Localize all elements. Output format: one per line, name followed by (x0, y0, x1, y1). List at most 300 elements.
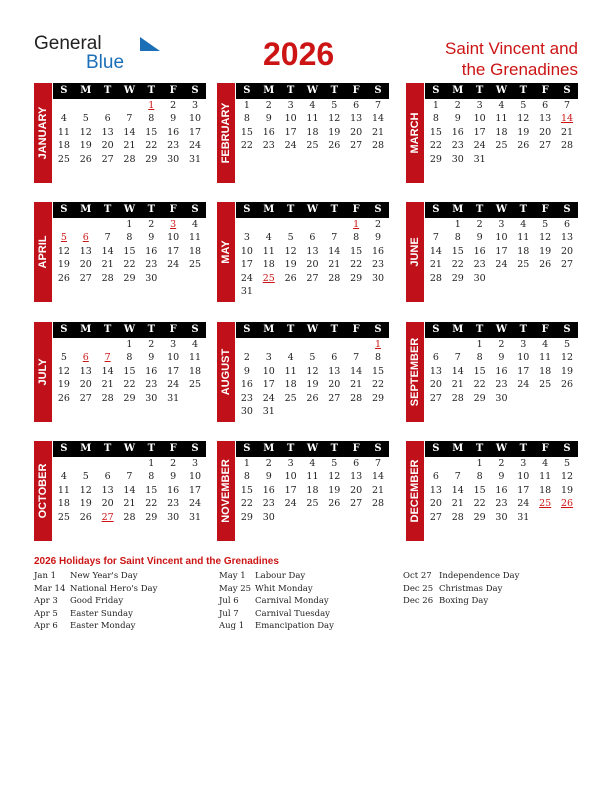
day-cell: 18 (306, 484, 319, 496)
empty-day-cell (556, 392, 578, 405)
week-row (425, 378, 578, 391)
empty-day-cell (97, 457, 119, 470)
day-cell: 27 (429, 511, 442, 523)
holiday-name: Emancipation Day (255, 621, 334, 631)
day-cell: 16 (145, 245, 158, 257)
month-name: DECEMBER (409, 459, 421, 523)
empty-day-cell (184, 272, 206, 285)
week-row (236, 99, 389, 112)
day-cell: 13 (560, 232, 574, 244)
day-cell: 9 (374, 232, 381, 244)
day-cell: 26 (79, 153, 92, 165)
day-cell: 24 (188, 498, 202, 510)
day-cell: 28 (123, 153, 136, 165)
day-cell: 27 (539, 140, 552, 152)
day-cell: 30 (451, 153, 464, 165)
empty-day-cell (534, 392, 556, 405)
day-cell: 22 (240, 140, 253, 152)
week-row (425, 153, 578, 166)
day-cell: 21 (123, 498, 136, 510)
day-cell: 13 (306, 245, 319, 257)
day-cell: 16 (240, 379, 253, 391)
empty-day-cell (556, 511, 578, 524)
holiday-name: National Hero's Day (70, 583, 158, 594)
empty-day-cell (280, 218, 302, 231)
day-cell: 2 (243, 352, 250, 364)
day-cell: 5 (563, 458, 570, 469)
month-september (406, 322, 578, 422)
day-cell: 27 (306, 272, 319, 284)
day-cell: 30 (240, 405, 253, 417)
day-cell: 1 (148, 458, 155, 469)
day-cell: 10 (284, 471, 297, 483)
day-cell: 31 (188, 153, 202, 165)
day-cell: 17 (240, 259, 253, 271)
week-row (53, 218, 206, 231)
day-cell: 7 (432, 232, 439, 244)
day-cell: 20 (350, 126, 363, 138)
holiday-date: Aug 1 (219, 621, 245, 631)
weekday-label: F (541, 204, 549, 215)
holiday-date: Apr 3 (34, 596, 58, 606)
week-row (236, 258, 389, 271)
empty-day-cell (323, 218, 345, 231)
weekday-label: T (147, 85, 156, 96)
day-cell: 15 (371, 365, 385, 377)
day-cell: 9 (170, 113, 177, 125)
weekday-label: S (60, 443, 68, 454)
day-cell: 24 (262, 392, 275, 404)
weekday-label: F (169, 85, 177, 96)
empty-day-cell (280, 285, 302, 298)
day-cell: 5 (82, 471, 89, 483)
day-cell: 11 (539, 352, 552, 364)
day-cell: 1 (476, 339, 483, 350)
empty-day-cell (534, 153, 556, 166)
empty-day-cell (302, 285, 324, 298)
day-cell: 16 (262, 126, 275, 138)
logo (34, 34, 124, 72)
weekday-label: S (243, 85, 251, 96)
day-cell: 7 (454, 352, 461, 364)
month-days-grid (53, 202, 206, 285)
holiday-name: Carnival Monday (255, 596, 329, 606)
day-cell: 6 (563, 219, 570, 230)
month-name: AUGUST (220, 348, 232, 396)
day-cell: 26 (560, 379, 574, 391)
day-cell: 3 (287, 458, 294, 469)
day-cell: 7 (331, 232, 338, 244)
day-cell: 10 (167, 352, 180, 364)
day-cell: 20 (539, 126, 552, 138)
day-cell: 11 (306, 471, 319, 483)
week-row (236, 484, 389, 497)
day-cell: 13 (539, 113, 552, 125)
holiday-day-cell: 25 (539, 498, 552, 510)
day-cell: 4 (542, 339, 549, 350)
day-cell: 14 (371, 471, 385, 483)
day-cell: 17 (188, 484, 202, 496)
week-row (425, 392, 578, 405)
day-cell: 26 (79, 511, 92, 523)
holiday-name: Easter Monday (70, 621, 136, 631)
empty-day-cell (97, 218, 119, 231)
day-cell: 8 (374, 352, 381, 364)
day-cell: 5 (563, 339, 570, 350)
day-cell: 8 (243, 113, 250, 125)
day-cell: 29 (145, 153, 158, 165)
logo-text-blue: Blue (86, 52, 125, 73)
weekday-header (425, 83, 578, 99)
month-days-grid (425, 202, 578, 285)
week-row (425, 245, 578, 258)
day-cell: 21 (371, 484, 385, 496)
holiday-day-cell: 14 (560, 113, 574, 125)
empty-day-cell (323, 511, 345, 524)
week-row (236, 392, 389, 405)
day-cell: 29 (473, 511, 486, 523)
day-cell: 8 (148, 471, 155, 483)
weekday-header (53, 202, 206, 218)
week-row (236, 218, 389, 231)
day-cell: 5 (520, 100, 527, 111)
holiday-day-cell: 25 (262, 272, 275, 284)
week-row (53, 139, 206, 152)
day-cell: 2 (170, 100, 177, 111)
day-cell: 17 (188, 126, 202, 138)
weekday-label: T (519, 443, 528, 454)
day-cell: 31 (240, 285, 253, 297)
month-april (34, 202, 206, 302)
day-cell: 2 (265, 100, 272, 111)
week-row (236, 457, 389, 470)
month-july (34, 322, 206, 422)
month-days-grid (425, 83, 578, 166)
day-cell: 15 (350, 245, 363, 257)
day-cell: 25 (57, 511, 70, 523)
weekday-label: M (452, 324, 464, 335)
weekday-header (425, 322, 578, 338)
weekday-label: S (191, 85, 199, 96)
day-cell: 4 (287, 352, 294, 364)
day-cell: 12 (517, 113, 530, 125)
day-cell: 12 (79, 126, 92, 138)
empty-day-cell (184, 392, 206, 405)
day-cell: 16 (167, 484, 180, 496)
weekday-label: M (263, 443, 275, 454)
empty-day-cell (119, 99, 141, 112)
day-cell: 27 (79, 272, 92, 284)
day-cell: 17 (167, 245, 180, 257)
holiday-date: Apr 5 (34, 608, 58, 619)
weekday-label: F (169, 204, 177, 215)
day-cell: 16 (371, 245, 385, 257)
day-cell: 29 (451, 272, 464, 284)
week-row (53, 484, 206, 497)
week-row (425, 272, 578, 285)
day-cell: 14 (451, 484, 464, 496)
day-cell: 21 (101, 259, 114, 271)
day-cell: 4 (542, 458, 549, 469)
month-days-grid (236, 322, 389, 418)
holiday-date: Jan 1 (34, 571, 57, 581)
weekday-label: T (147, 204, 156, 215)
weekday-label: W (123, 324, 136, 335)
day-cell: 26 (328, 498, 341, 510)
holiday-row (219, 620, 334, 633)
weekday-label: F (541, 443, 549, 454)
day-cell: 21 (123, 140, 136, 152)
day-cell: 25 (517, 259, 530, 271)
weekday-label: M (80, 443, 92, 454)
weekday-label: T (286, 85, 295, 96)
month-june (406, 202, 578, 302)
weekday-label: M (452, 204, 464, 215)
empty-day-cell (302, 218, 324, 231)
weekday-label: S (60, 324, 68, 335)
month-name: MARCH (409, 112, 421, 154)
day-cell: 9 (498, 471, 505, 483)
country-line-2: the Grenadines (461, 60, 578, 79)
holidays-title: 2026 Holidays for Saint Vincent and the Grenadines (34, 556, 279, 567)
day-cell: 26 (57, 392, 70, 404)
day-cell: 1 (454, 219, 461, 230)
holiday-day-cell: 5 (60, 232, 67, 244)
day-cell: 29 (350, 272, 363, 284)
day-cell: 10 (517, 471, 530, 483)
weekday-label: S (432, 443, 440, 454)
weekday-label: T (475, 204, 484, 215)
week-row (53, 258, 206, 271)
day-cell: 9 (265, 471, 272, 483)
weekday-label: F (169, 324, 177, 335)
day-cell: 25 (306, 498, 319, 510)
day-cell: 19 (560, 484, 574, 496)
weekday-label: W (123, 204, 136, 215)
day-cell: 29 (429, 153, 442, 165)
holiday-row (34, 583, 157, 596)
day-cell: 31 (167, 392, 180, 404)
day-cell: 14 (101, 245, 114, 257)
month-name: MAY (220, 240, 232, 264)
month-label (217, 441, 235, 541)
day-cell: 11 (188, 352, 202, 364)
holiday-name: Carnival Tuesday (255, 608, 330, 619)
day-cell: 23 (371, 259, 385, 271)
holiday-date: Apr 6 (34, 621, 58, 631)
empty-day-cell (367, 405, 389, 418)
day-cell: 31 (188, 511, 202, 523)
day-cell: 26 (284, 272, 297, 284)
week-row (425, 218, 578, 231)
day-cell: 29 (240, 511, 253, 523)
week-row (236, 272, 389, 285)
weekday-label: S (563, 443, 571, 454)
week-row (425, 511, 578, 524)
day-cell: 10 (262, 365, 275, 377)
day-cell: 20 (429, 498, 442, 510)
weekday-label: T (330, 85, 339, 96)
weekday-label: S (60, 204, 68, 215)
day-cell: 20 (350, 484, 363, 496)
holiday-date: Dec 26 (403, 596, 434, 606)
weekday-header (53, 83, 206, 99)
holiday-day-cell: 26 (560, 498, 574, 510)
holiday-row (403, 583, 519, 596)
day-cell: 12 (328, 471, 341, 483)
day-cell: 15 (473, 484, 486, 496)
day-cell: 21 (451, 498, 464, 510)
empty-day-cell (53, 338, 75, 351)
day-cell: 11 (262, 245, 275, 257)
day-cell: 14 (328, 245, 341, 257)
weekday-label: W (495, 85, 508, 96)
day-cell: 14 (123, 484, 136, 496)
month-label (34, 83, 52, 183)
day-cell: 9 (170, 471, 177, 483)
day-cell: 21 (350, 379, 363, 391)
empty-day-cell (280, 405, 302, 418)
month-name: JULY (37, 358, 49, 386)
week-row (53, 245, 206, 258)
day-cell: 8 (126, 352, 133, 364)
day-cell: 7 (454, 471, 461, 483)
day-cell: 4 (309, 100, 316, 111)
weekday-label: S (374, 204, 382, 215)
day-cell: 9 (498, 352, 505, 364)
day-cell: 19 (284, 259, 297, 271)
country-line-1: Saint Vincent and (445, 39, 578, 58)
day-cell: 7 (353, 352, 360, 364)
day-cell: 4 (60, 471, 67, 483)
day-cell: 8 (454, 232, 461, 244)
day-cell: 29 (473, 392, 486, 404)
day-cell: 23 (167, 140, 180, 152)
day-cell: 2 (498, 458, 505, 469)
empty-day-cell (425, 457, 447, 470)
week-row (236, 139, 389, 152)
day-cell: 7 (563, 100, 570, 111)
day-cell: 18 (188, 245, 202, 257)
day-cell: 25 (306, 140, 319, 152)
day-cell: 30 (167, 511, 180, 523)
day-cell: 6 (331, 352, 338, 364)
week-row (53, 365, 206, 378)
day-cell: 3 (520, 458, 527, 469)
day-cell: 21 (560, 126, 574, 138)
day-cell: 13 (350, 113, 363, 125)
day-cell: 24 (517, 498, 530, 510)
day-cell: 15 (473, 365, 486, 377)
day-cell: 19 (539, 245, 552, 257)
empty-day-cell (534, 272, 556, 285)
day-cell: 29 (123, 272, 136, 284)
day-cell: 24 (188, 140, 202, 152)
weekday-label: W (306, 324, 319, 335)
day-cell: 2 (476, 219, 483, 230)
empty-day-cell (534, 511, 556, 524)
logo-text-general: General (34, 33, 102, 54)
week-row (53, 112, 206, 125)
holiday-day-cell: 6 (82, 352, 89, 364)
day-cell: 5 (331, 100, 338, 111)
week-row (236, 365, 389, 378)
day-cell: 27 (79, 392, 92, 404)
day-cell: 16 (473, 245, 486, 257)
week-row (53, 99, 206, 112)
day-cell: 14 (451, 365, 464, 377)
weekday-header (53, 322, 206, 338)
holiday-name: Christmas Day (439, 583, 503, 594)
day-cell: 12 (57, 245, 70, 257)
weekday-label: T (519, 324, 528, 335)
day-cell: 16 (145, 365, 158, 377)
week-row (53, 511, 206, 524)
day-cell: 18 (188, 365, 202, 377)
weekday-label: S (563, 324, 571, 335)
day-cell: 15 (145, 484, 158, 496)
day-cell: 16 (451, 126, 464, 138)
holidays-column (219, 570, 334, 633)
day-cell: 23 (262, 498, 275, 510)
holiday-row (34, 595, 157, 608)
month-december (406, 441, 578, 541)
holiday-row (403, 595, 519, 608)
day-cell: 2 (148, 339, 155, 350)
day-cell: 17 (284, 484, 297, 496)
weekday-label: T (286, 324, 295, 335)
day-cell: 24 (284, 140, 297, 152)
day-cell: 17 (262, 379, 275, 391)
day-cell: 3 (287, 100, 294, 111)
weekday-label: T (286, 443, 295, 454)
week-row (53, 272, 206, 285)
day-cell: 22 (145, 498, 158, 510)
empty-day-cell (302, 338, 324, 351)
empty-day-cell (345, 511, 367, 524)
month-days-grid (236, 202, 389, 298)
day-cell: 2 (454, 100, 461, 111)
weekday-label: F (541, 324, 549, 335)
holiday-row (219, 570, 334, 583)
day-cell: 10 (240, 245, 253, 257)
holiday-row (34, 620, 157, 633)
week-row (425, 258, 578, 271)
weekday-label: M (263, 204, 275, 215)
holiday-day-cell: 1 (353, 219, 360, 230)
week-row (236, 511, 389, 524)
day-cell: 20 (560, 245, 574, 257)
day-cell: 23 (495, 379, 508, 391)
week-row (236, 285, 389, 298)
empty-day-cell (302, 405, 324, 418)
day-cell: 23 (167, 498, 180, 510)
weekday-label: T (475, 443, 484, 454)
day-cell: 8 (148, 113, 155, 125)
day-cell: 3 (191, 458, 198, 469)
week-row (53, 351, 206, 364)
day-cell: 21 (451, 379, 464, 391)
day-cell: 31 (517, 511, 530, 523)
day-cell: 20 (79, 379, 92, 391)
day-cell: 7 (126, 471, 133, 483)
holiday-day-cell: 1 (148, 100, 155, 111)
week-row (53, 126, 206, 139)
day-cell: 11 (495, 113, 508, 125)
day-cell: 10 (188, 471, 202, 483)
holiday-row (219, 595, 334, 608)
month-name: JUNE (409, 237, 421, 267)
